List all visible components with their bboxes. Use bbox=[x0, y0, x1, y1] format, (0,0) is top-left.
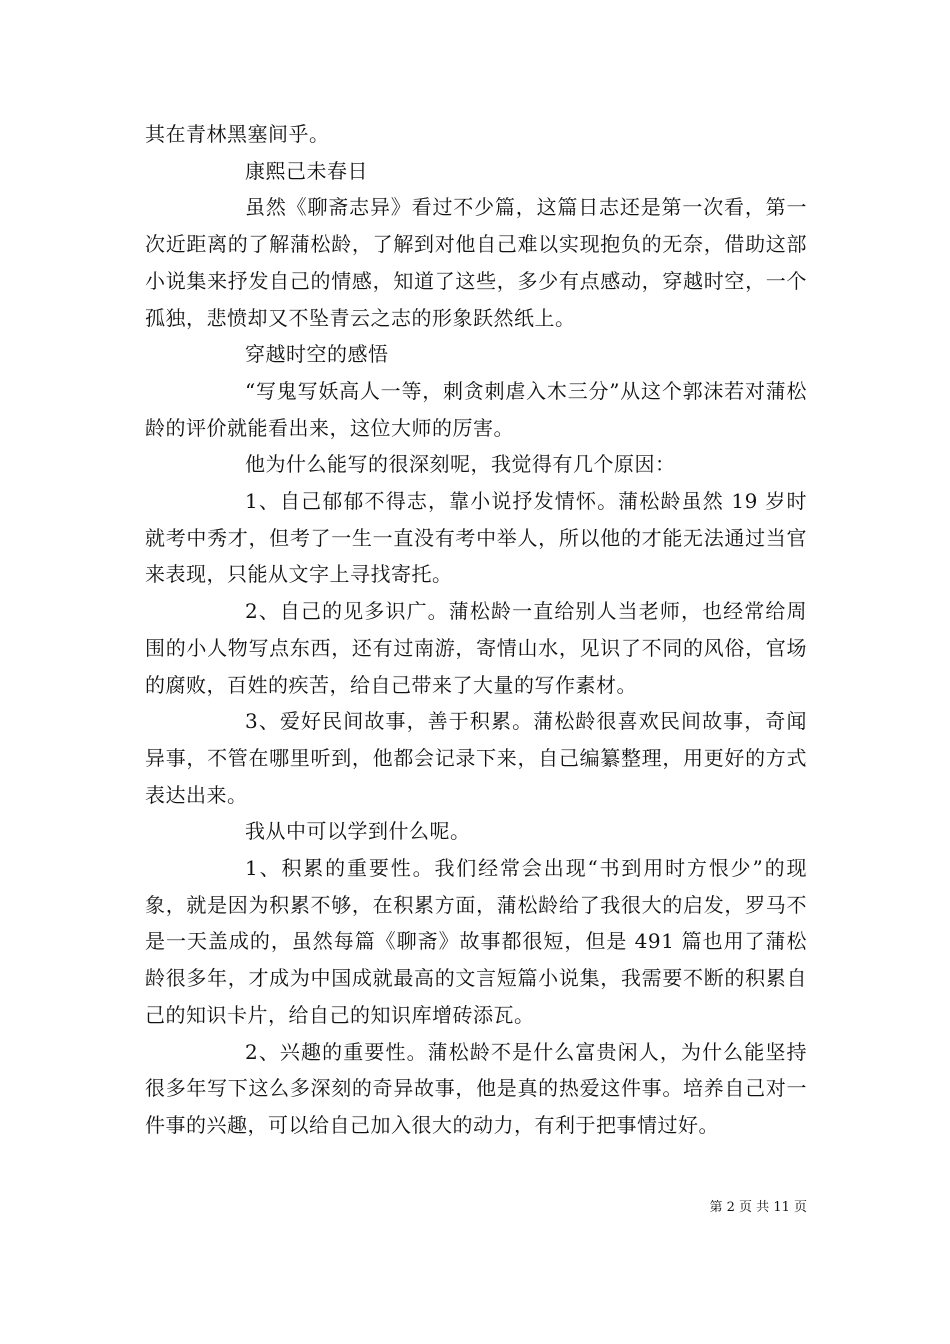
paragraph-10: 我从中可以学到什么呢。 bbox=[245, 819, 471, 844]
paragraph-6: 他为什么能写的很深刻呢，我觉得有几个原因： bbox=[245, 452, 676, 477]
paragraph-3: 虽然《聊斋志异》看过不少篇，这篇日志还是第一次看，第一次近距离的了解蒲松龄，了解到对他自己难以实现抱负的无奈，借助这部小说集来抒发自己的情感，知道了这些，多少有点感动，穿越时空，一个孤独，悲愤却又不坠青云之志的形象跃然纸上。 bbox=[145, 195, 807, 330]
paragraph-4: 穿越时空的感悟 bbox=[245, 342, 389, 367]
document-body bbox=[145, 116, 807, 1144]
paragraph-7: 1、自己郁郁不得志，靠小说抒发情怀。蒲松龄虽然 19 岁时就考中秀才，但考了一生一直没有考中举人，所以他的才能无法通过当官来表现，只能从文字上寻找寄托。 bbox=[145, 489, 807, 587]
paragraph-1: 其在青林黑塞间乎。 bbox=[145, 122, 330, 146]
paragraph-2: 康熙己未春日 bbox=[245, 158, 368, 183]
paragraph-11: 1、积累的重要性。我们经常会出现“书到用时方恨少”的现象，就是因为积累不够，在积累方面，蒲松龄给了我很大的启发，罗马不是一天盖成的，虽然每篇《聊斋》故事都很短，但是 491 篇也用了蒲松龄很多年，才成为中国成就最高的文言短篇小说集，我需要不断的积累自己的知识卡片，给自己的知识库增砖添瓦。 bbox=[145, 856, 807, 1027]
paragraph-8: 2、自己的见多识广。蒲松龄一直给别人当老师，也经常给周围的小人物写点东西，还有过南游，寄情山水，见识了不同的风俗，官场的腐败，百姓的疾苦，给自己带来了大量的写作素材。 bbox=[145, 599, 807, 697]
paragraph-9: 3、爱好民间故事，善于积累。蒲松龄很喜欢民间故事，奇闻异事，不管在哪里听到，他都会记录下来，自己编纂整理，用更好的方式表达出来。 bbox=[145, 709, 807, 807]
paragraph-5: “写鬼写妖高人一等，刺贪刺虐入木三分”从这个郭沫若对蒲松龄的评价就能看出来，这位大师的厉害。 bbox=[145, 378, 807, 440]
paragraph-12: 2、兴趣的重要性。蒲松龄不是什么富贵闲人，为什么能坚持很多年写下这么多深刻的奇异故事，他是真的热爱这件事。培养自己对一件事的兴趣，可以给自己加入很大的动力，有利于把事情过好。 bbox=[145, 1039, 807, 1137]
page-number-footer: 第 2 页 共 11 页 bbox=[709, 1200, 807, 1215]
